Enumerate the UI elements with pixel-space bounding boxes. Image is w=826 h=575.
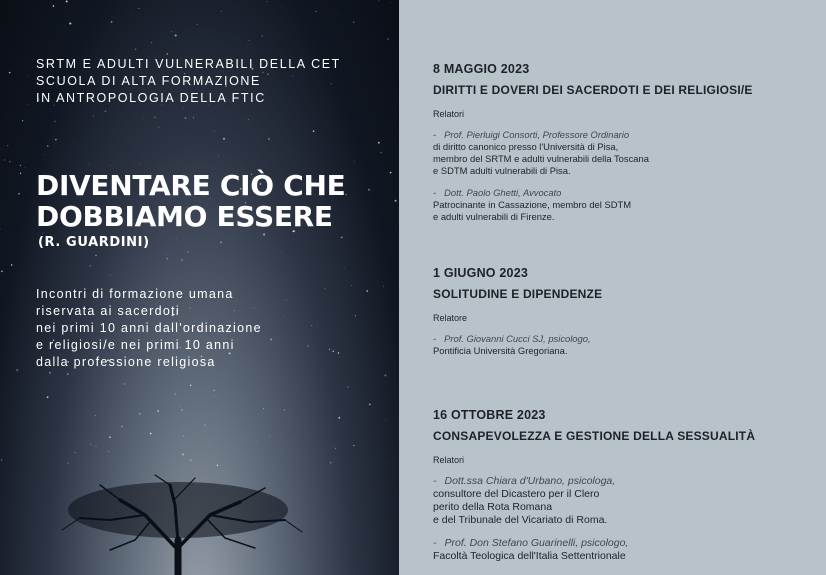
- speaker-name: Dott.ssa Chiara d'Urbano, psicologa,: [444, 475, 616, 487]
- star: [286, 300, 287, 301]
- intro-line: nei primi 10 anni dall'ordinazione: [36, 321, 262, 335]
- star: [67, 373, 68, 374]
- speaker-detail: perito della Rota Romana: [433, 501, 553, 513]
- star: [181, 259, 183, 261]
- star: [95, 255, 97, 257]
- speaker-dash: -: [433, 187, 437, 198]
- star: [353, 445, 354, 446]
- star: [69, 22, 71, 24]
- star: [5, 115, 6, 116]
- speaker-detail: Pontificia Università Gregoriana.: [433, 345, 568, 356]
- star: [223, 138, 225, 140]
- star: [262, 410, 263, 411]
- star: [67, 463, 68, 464]
- star: [344, 267, 345, 268]
- star: [183, 108, 184, 109]
- star: [346, 194, 347, 195]
- star: [109, 436, 111, 438]
- star: [341, 236, 343, 238]
- speaker-name: Prof. Giovanni Cucci SJ, psicologo,: [444, 333, 591, 344]
- star: [366, 290, 368, 292]
- star: [182, 454, 184, 456]
- star: [0, 228, 1, 229]
- star: [353, 21, 355, 23]
- star: [121, 426, 122, 427]
- star: [16, 369, 18, 371]
- event-date: 8 MAGGIO 2023: [433, 62, 530, 76]
- event-block: [433, 62, 818, 223]
- star: [154, 117, 155, 118]
- star: [283, 316, 284, 317]
- star: [379, 355, 380, 356]
- star: [53, 5, 55, 7]
- star: [177, 238, 178, 239]
- star: [25, 167, 26, 168]
- star: [167, 258, 169, 260]
- star: [28, 104, 29, 105]
- star: [263, 233, 265, 235]
- star: [9, 72, 11, 74]
- star: [111, 21, 113, 23]
- star: [93, 115, 94, 116]
- star: [89, 164, 90, 165]
- star: [267, 1, 268, 2]
- intro-text: [36, 286, 262, 371]
- star: [338, 417, 340, 419]
- star: [22, 120, 23, 121]
- star: [18, 193, 20, 195]
- star: [256, 441, 257, 442]
- star: [281, 252, 282, 253]
- star: [213, 389, 215, 391]
- star: [158, 127, 159, 128]
- star: [357, 267, 358, 268]
- star: [270, 436, 271, 437]
- star: [67, 17, 68, 18]
- star: [108, 451, 109, 452]
- star: [66, 0, 68, 2]
- speaker-dash: -: [433, 537, 437, 549]
- star: [75, 452, 76, 453]
- star: [9, 161, 10, 162]
- star: [183, 436, 185, 438]
- star: [190, 459, 192, 461]
- star: [217, 465, 219, 467]
- star: [171, 432, 172, 433]
- star: [248, 40, 249, 41]
- poster-left-panel: [0, 0, 399, 575]
- star: [45, 154, 46, 155]
- star: [49, 372, 51, 374]
- organizer-block: [36, 56, 341, 107]
- star: [387, 38, 389, 40]
- star: [166, 254, 167, 255]
- speaker-name: Dott. Paolo Ghetti, Avvocato: [444, 187, 562, 198]
- speakers-label: Relatori: [433, 455, 465, 465]
- star: [181, 409, 182, 410]
- star: [214, 396, 215, 397]
- star: [338, 352, 339, 353]
- star: [90, 265, 92, 267]
- star: [143, 117, 144, 118]
- star: [335, 448, 336, 449]
- star: [369, 404, 371, 406]
- star: [32, 67, 33, 68]
- star: [90, 444, 91, 445]
- speaker-dash: -: [433, 475, 437, 487]
- speaker-detail: Facoltà Teologica dell'Italia Settentrionale: [433, 550, 626, 562]
- star: [263, 408, 264, 409]
- speaker-name: Prof. Pierluigi Consorti, Professore Ordinario: [444, 129, 630, 140]
- star: [348, 386, 349, 387]
- star: [151, 42, 152, 43]
- star: [138, 8, 139, 9]
- star: [7, 145, 9, 147]
- speaker-detail: membro del SRTM e adulti vulnerabili della Toscana: [433, 153, 649, 164]
- star: [166, 53, 167, 54]
- star: [4, 159, 6, 161]
- speakers-label: Relatore: [433, 313, 468, 323]
- event-title: CONSAPEVOLEZZA E GESTIONE DELLA SESSUALITÀ: [433, 429, 756, 443]
- star: [218, 155, 219, 156]
- star: [105, 110, 107, 112]
- star: [110, 275, 111, 276]
- organizer-line: IN ANTROPOLOGIA DELLA FTIC: [36, 91, 266, 105]
- intro-line: riservata ai sacerdoti: [36, 304, 180, 318]
- speaker-detail: Patrocinante in Cassazione, membro del SDTM: [433, 199, 632, 210]
- star: [386, 419, 387, 420]
- star: [187, 251, 189, 253]
- star: [389, 462, 390, 463]
- star: [47, 396, 49, 398]
- star: [315, 11, 316, 12]
- star: [150, 433, 152, 435]
- star: [110, 165, 111, 166]
- star: [124, 383, 125, 384]
- star: [197, 24, 198, 25]
- star: [270, 338, 272, 340]
- star: [210, 443, 211, 444]
- event-date: 16 OTTOBRE 2023: [433, 408, 546, 422]
- star: [157, 410, 159, 412]
- speaker-dash: -: [433, 129, 437, 140]
- star: [185, 117, 187, 119]
- star: [20, 173, 21, 174]
- star: [330, 462, 332, 464]
- speaker-dash: -: [433, 333, 437, 344]
- star: [268, 138, 270, 140]
- speaker-detail: consultore del Dicastero per il Clero: [433, 488, 600, 500]
- star: [262, 35, 263, 36]
- main-title: [36, 170, 345, 232]
- speaker-detail: di diritto canonico presso l'Università di Pisa,: [433, 141, 619, 152]
- star: [220, 241, 222, 243]
- star: [54, 121, 56, 123]
- star: [307, 345, 309, 347]
- title-attribution: (R. GUARDINI): [38, 235, 150, 250]
- star: [204, 424, 206, 426]
- organizer-line: SCUOLA DI ALTA FORMAZIONE: [36, 74, 261, 88]
- star: [355, 315, 356, 316]
- star: [214, 131, 215, 132]
- star: [247, 46, 248, 47]
- star: [28, 76, 29, 77]
- star: [390, 2, 391, 3]
- intro-line: dalla professione religiosa: [36, 355, 216, 369]
- intro-line: Incontri di formazione umana: [36, 287, 234, 301]
- speaker-entry: [433, 537, 818, 563]
- star: [132, 13, 133, 14]
- star: [193, 117, 194, 118]
- star: [171, 31, 172, 32]
- star: [368, 189, 370, 191]
- event-title: DIRITTI E DOVERI DEI SACERDOTI E DEI RELIGIOSI/E: [433, 83, 753, 97]
- speaker-entry: [433, 333, 818, 357]
- poster-right-panel: [399, 0, 826, 575]
- tree-silhouette-image: [50, 470, 310, 575]
- star: [47, 145, 48, 146]
- star: [96, 445, 97, 446]
- organizer-line: SRTM E ADULTI VULNERABILI DELLA CET: [36, 57, 341, 71]
- star: [174, 393, 175, 394]
- star: [284, 409, 285, 410]
- star: [329, 349, 330, 350]
- speakers-label: Relatori: [433, 109, 465, 119]
- main-title-line: DOBBIAMO ESSERE: [36, 200, 333, 233]
- star: [384, 374, 386, 376]
- star: [222, 266, 223, 267]
- star: [55, 139, 57, 141]
- star: [11, 264, 13, 266]
- star: [195, 263, 196, 264]
- star: [332, 350, 334, 352]
- speaker-entry: [433, 187, 818, 223]
- star: [395, 200, 397, 202]
- star: [354, 161, 355, 162]
- main-title-line: DIVENTARE CIÒ CHE: [36, 169, 346, 202]
- star: [175, 34, 177, 36]
- event-title: SOLITUDINE E DIPENDENZE: [433, 287, 603, 301]
- star: [383, 286, 384, 287]
- star: [1, 459, 3, 461]
- star: [221, 11, 222, 12]
- star: [190, 385, 191, 386]
- star: [31, 414, 32, 415]
- event-date: 1 GIUGNO 2023: [433, 266, 529, 280]
- star: [140, 164, 141, 165]
- star: [179, 405, 180, 406]
- star: [311, 325, 312, 326]
- star: [317, 325, 318, 326]
- intro-line: e religiosi/e nei primi 10 anni: [36, 338, 235, 352]
- star: [324, 288, 325, 289]
- star: [351, 285, 352, 286]
- speaker-detail: e adulti vulnerabili di Firenze.: [433, 211, 555, 222]
- speaker-entry: [433, 129, 818, 177]
- star: [313, 130, 315, 132]
- speaker-name: Prof. Don Stefano Guarinelli, psicologo,: [444, 537, 629, 549]
- star: [390, 172, 392, 174]
- star: [95, 415, 96, 416]
- star: [135, 48, 137, 50]
- star: [389, 83, 390, 84]
- star: [378, 142, 380, 144]
- star: [139, 413, 141, 415]
- event-block: [433, 266, 818, 357]
- star: [381, 152, 382, 153]
- star: [1, 271, 3, 273]
- event-block: [433, 408, 818, 563]
- star: [281, 7, 282, 8]
- speaker-detail: e del Tribunale del Vicariato di Roma.: [433, 514, 608, 526]
- star: [379, 0, 380, 1]
- speaker-entry: [433, 475, 818, 527]
- star: [248, 119, 249, 120]
- star: [20, 165, 21, 166]
- speaker-detail: e SDTM adulti vulnerabili di Pisa.: [433, 165, 571, 176]
